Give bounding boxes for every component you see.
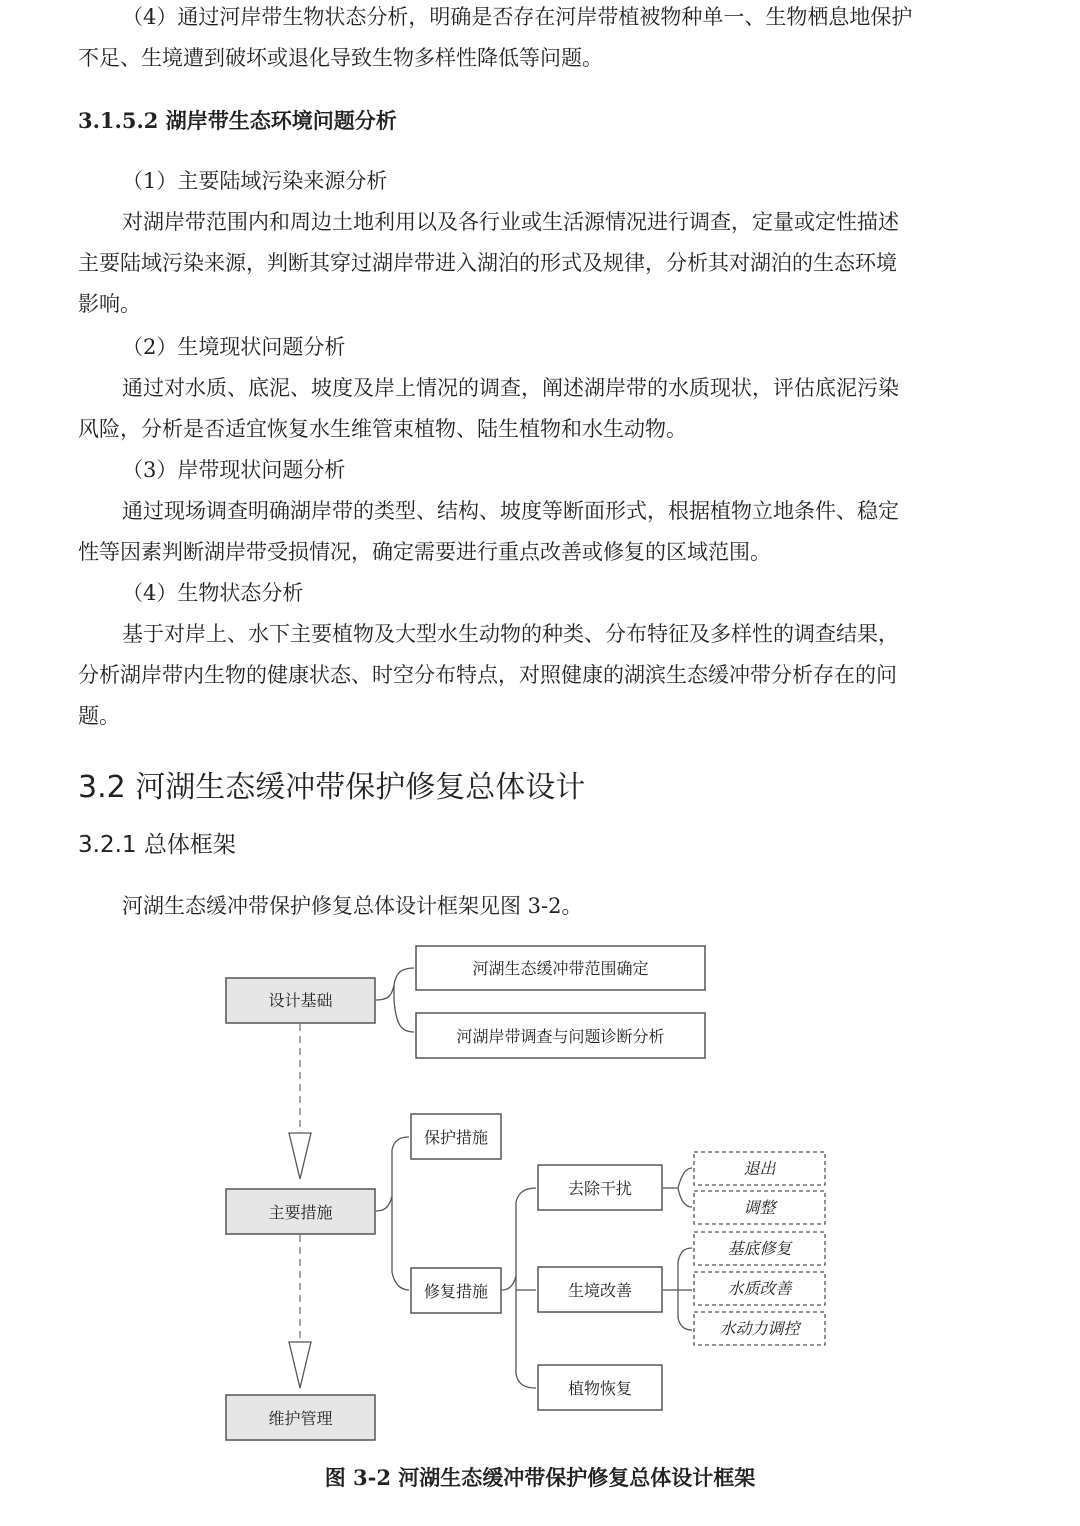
- remove-disturbance-bracket: [663, 1168, 692, 1207]
- item-3-title: （3）岸带现状问题分析: [122, 458, 346, 482]
- section-heading-32: 3.2 河湖生态缓冲带保护修复总体设计: [78, 770, 586, 805]
- section-heading-3152: 3.1.5.2 湖岸带生态环境问题分析: [78, 108, 397, 133]
- text-line: 影响。: [78, 292, 141, 316]
- item-3-body: [78, 491, 978, 573]
- remove-disturbance-label: 去除干扰: [567, 1179, 633, 1198]
- habitat-improvement-bracket: [663, 1248, 692, 1330]
- figure-caption: 图 3-2 河湖生态缓冲带保护修复总体设计框架: [324, 1465, 756, 1490]
- text-line: 主要陆域污染来源，判断其穿过湖岸带进入湖泊的形式及规律，分析其对湖泊的生态环境: [78, 251, 897, 275]
- hydrodynamic-label: 水动力调控: [719, 1319, 800, 1338]
- item-1-body: [78, 202, 978, 325]
- main-measures-bracket: [376, 1137, 409, 1290]
- framework-diagram: [0, 930, 1080, 1450]
- text-line: 通过现场调查明确湖岸带的类型、结构、坡度等断面形式，根据植物立地条件、稳定: [122, 499, 899, 523]
- protection-label: 保护措施: [423, 1128, 489, 1147]
- text-line: 基于对岸上、水下主要植物及大型水生动物的种类、分布特征及多样性的调查结果，: [122, 622, 899, 646]
- restoration-bracket: [502, 1188, 536, 1388]
- text-line: 风险，分析是否适宜恢复水生维管束植物、陆生植物和水生动物。: [78, 417, 687, 441]
- main-measures-label: 主要措施: [268, 1203, 333, 1222]
- text-line: （4）通过河岸带生物状态分析，明确是否存在河岸带植被物种单一、生物栖息地保护: [122, 5, 913, 29]
- substrate-repair-label: 基底修复: [727, 1239, 792, 1258]
- scope-label: 河湖生态缓冲带范围确定: [472, 959, 649, 978]
- design-basis-label: 设计基础: [268, 991, 333, 1010]
- survey-label: 河湖岸带调查与问题诊断分析: [456, 1027, 665, 1046]
- flow-arrow-2-icon: [289, 1342, 311, 1388]
- item-2-body: [78, 368, 978, 450]
- water-quality-label: 水质改善: [727, 1279, 792, 1298]
- intro-paragraph: [78, 0, 978, 79]
- design-basis-bracket: [376, 968, 414, 1032]
- item-4-title: （4）生物状态分析: [122, 581, 304, 605]
- adjust-label: 调整: [743, 1198, 776, 1217]
- framework-intro: 河湖生态缓冲带保护修复总体设计框架见图 3-2。: [122, 894, 583, 918]
- text-line: 分析湖岸带内生物的健康状态、时空分布特点，对照健康的湖滨生态缓冲带分析存在的问: [78, 663, 897, 687]
- text-line: 通过对水质、底泥、坡度及岸上情况的调查，阐述湖岸带的水质现状，评估底泥污染: [122, 376, 899, 400]
- maintenance-label: 维护管理: [268, 1409, 333, 1428]
- vegetation-label: 植物恢复: [567, 1379, 633, 1398]
- habitat-improvement-label: 生境改善: [567, 1281, 633, 1300]
- text-line: 性等因素判断湖岸带受损情况，确定需要进行重点改善或修复的区域范围。: [78, 540, 771, 564]
- item-1-title: （1）主要陆域污染来源分析: [122, 169, 388, 193]
- item-4-body: [78, 614, 978, 737]
- text-line: 对湖岸带范围内和周边土地利用以及各行业或生活源情况进行调查，定量或定性描述: [122, 210, 899, 234]
- restoration-label: 修复措施: [423, 1282, 489, 1301]
- text-line: 题。: [78, 704, 120, 728]
- item-2-title: （2）生境现状问题分析: [122, 335, 346, 359]
- exit-label: 退出: [743, 1159, 776, 1178]
- flow-arrow-1-icon: [289, 1133, 311, 1179]
- text-line: 不足、生境遭到破坏或退化导致生物多样性降低等问题。: [78, 46, 603, 70]
- section-heading-321: 3.2.1 总体框架: [78, 832, 236, 858]
